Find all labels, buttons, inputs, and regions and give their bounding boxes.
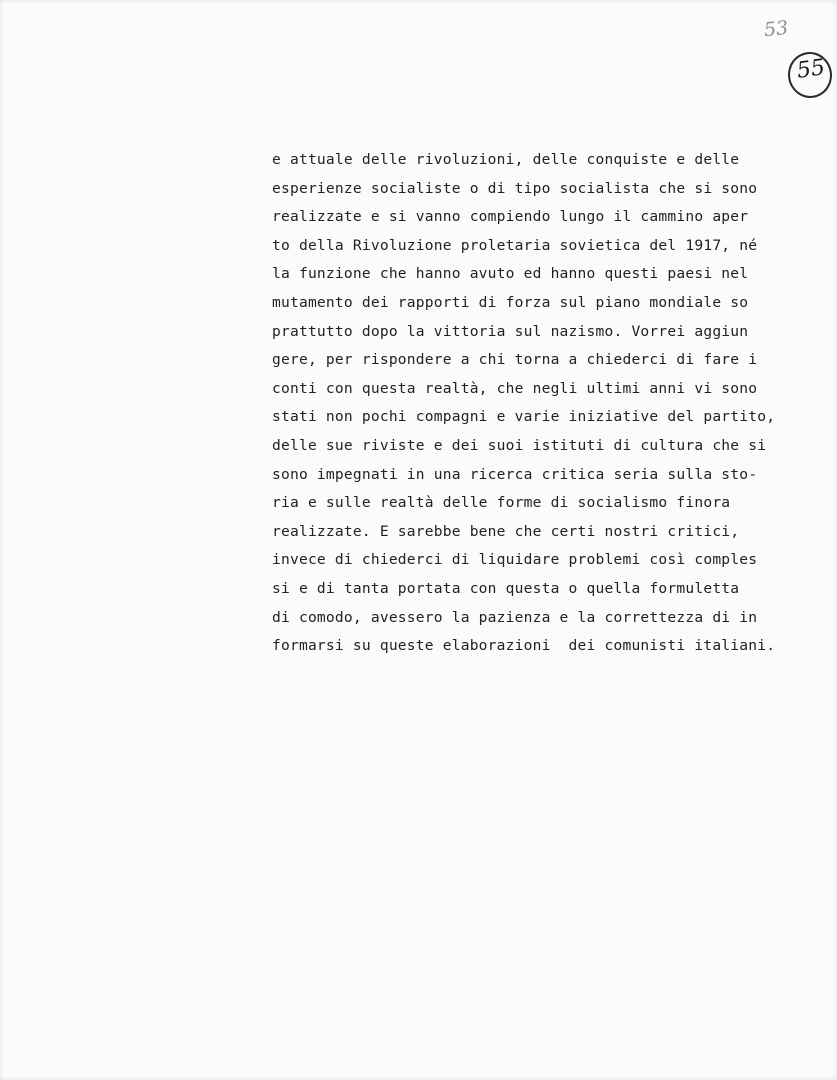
text-line: delle sue riviste e dei suoi istituti di cultura che si [272,436,767,454]
text-line: si e di tanta portata con questa o quella formuletta [272,579,740,597]
text-line: invece di chiederci di liquidare problemi così comples [272,551,758,569]
page-number: 55 [795,55,827,84]
text-line: mutamento dei rapporti di forza sul piano mondiale so [272,293,749,311]
text-line: formarsi su queste elaborazioni dei comunisti italiani. [272,637,776,655]
text-line: di comodo, avessero la pazienza e la correttezza di in [272,608,758,626]
text-line: e attuale delle rivoluzioni, delle conquiste e delle [272,151,740,168]
text-line: esperienze socialiste o di tipo socialista che si sono [272,179,758,197]
text-line: to della Rivoluzione proletaria sovietica del 1917, né [272,236,758,254]
text-line: stati non pochi compagni e varie iniziative del partito, [272,408,776,426]
text-line: prattutto dopo la vittoria sul nazismo. Vorrei aggiun [272,322,749,340]
archive-number: 53 [762,16,790,42]
text-line: gere, per rispondere a chi torna a chiederci di fare i [272,351,758,369]
text-line: realizzate e si vanno compiendo lungo il cammino aper [272,208,749,226]
text-line: ria e sulle realtà delle forme di socialismo finora [272,494,731,512]
text-line: conti con questa realtà, che negli ultimi anni vi sono [272,379,758,397]
text-line: realizzate. E sarebbe bene che certi nostri critici, [272,522,740,540]
typewritten-body [272,146,775,661]
text-line: la funzione che hanno avuto ed hanno questi paesi nel [272,265,749,283]
text-line: sono impegnati in una ricerca critica seria sulla sto- [272,465,758,483]
